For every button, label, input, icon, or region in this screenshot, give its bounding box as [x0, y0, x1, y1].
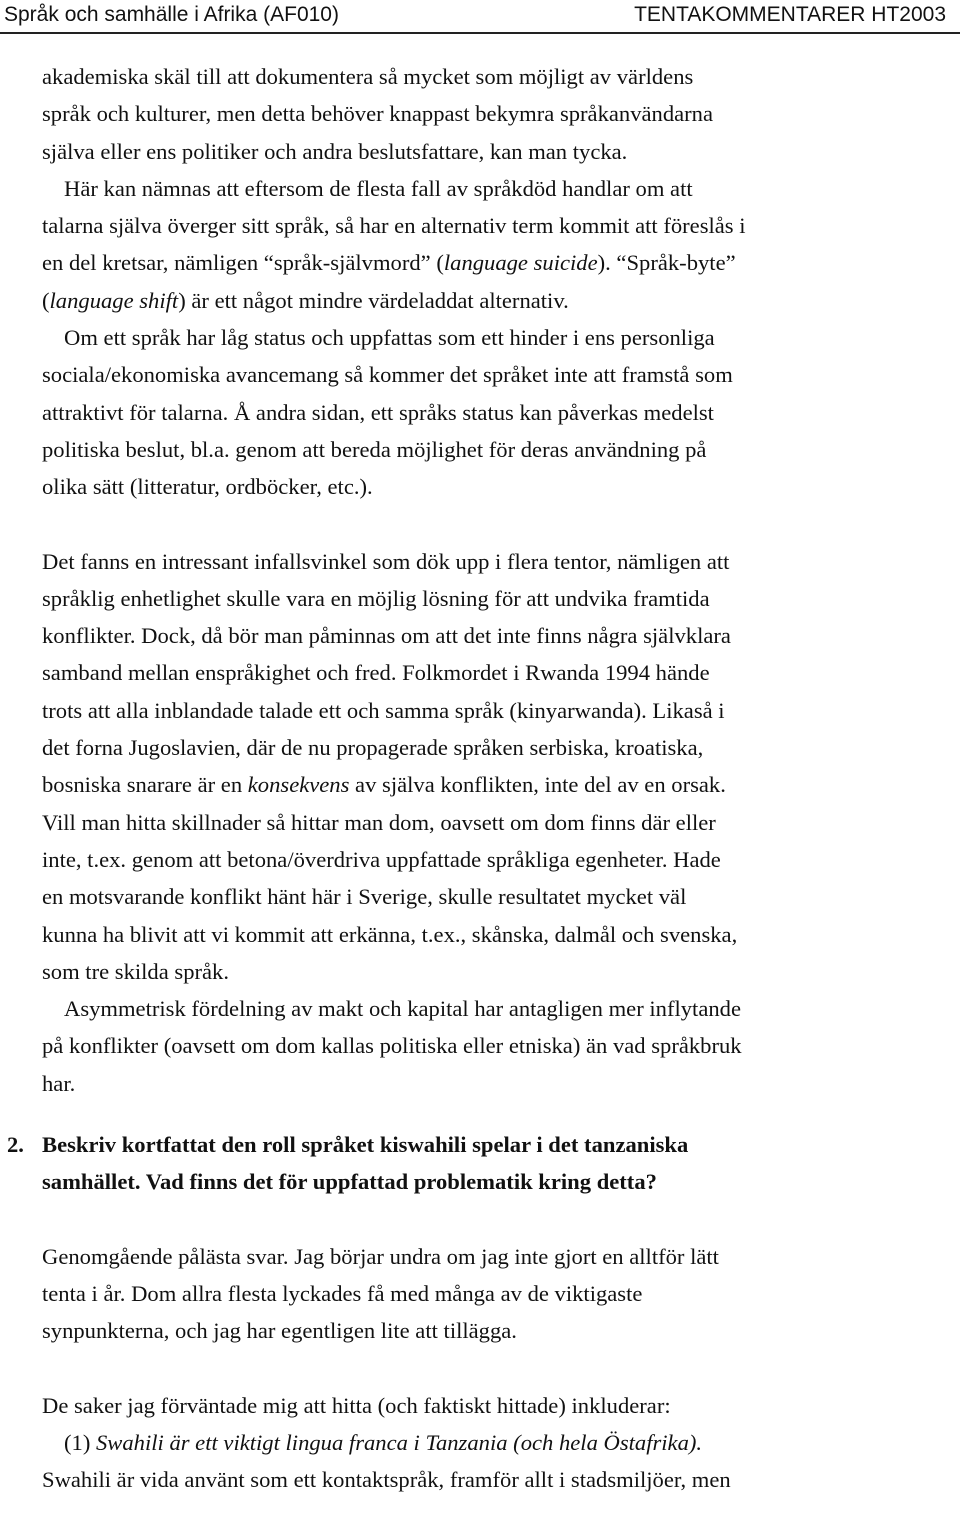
text-line: Asymmetrisk fördelning av makt och kapital har antagligen mer inflytande [64, 996, 741, 1022]
paragraph-gap [42, 506, 947, 543]
course-title: Språk och samhälle i Afrika (AF010) [4, 3, 339, 26]
paragraph-gap [42, 1102, 947, 1126]
text-line: det forna Jugoslavien, där de nu propagerade språken serbiska, kroatiska, [42, 735, 704, 761]
question-line: Beskriv kortfattat den roll språket kiswahili spelar i det tanzaniska [42, 1132, 689, 1158]
document-body [7, 58, 947, 1498]
text-line: har. [42, 1070, 76, 1096]
text-line: som tre skilda språk. [42, 958, 229, 984]
text-line: bosniska snarare är en konsekvens av själva konflikten, inte del av en orsak. [42, 772, 726, 798]
paragraph-general-comment [42, 1238, 947, 1350]
paragraph-language-suicide [42, 170, 947, 319]
paragraph-gap [42, 1201, 947, 1238]
text-line: De saker jag förväntade mig att hitta (och faktiskt hittade) inkluderar: [42, 1392, 671, 1418]
question-line: samhället. Vad finns det för uppfattad problematik kring detta? [42, 1169, 657, 1195]
text-line: tenta i år. Dom allra flesta lyckades få med många av de viktigaste [42, 1280, 643, 1306]
text-line: olika sätt (litteratur, ordböcker, etc.). [42, 474, 373, 500]
paragraph-continuation [42, 58, 947, 170]
text-line: (language shift) är ett något mindre värdeladdat alternativ. [42, 287, 569, 313]
text-line: på konflikter (oavsett om dom kallas politiska eller etniska) än vad språkbruk [42, 1033, 742, 1059]
text-line: sociala/ekonomiska avancemang så kommer det språket inte att framstå som [42, 362, 733, 388]
text-line: Om ett språk har låg status och uppfattas som ett hinder i ens personliga [64, 325, 715, 351]
text-line: konflikter. Dock, då bör man påminnas om att det inte finns några självklara [42, 623, 731, 649]
text-line: samband mellan enspråkighet och fred. Folkmordet i Rwanda 1994 hände [42, 660, 710, 686]
paragraph-asymmetric-power [42, 990, 947, 1102]
page-header [0, 0, 960, 30]
text-line: akademiska skäl till att dokumentera så mycket som möjligt av världens [42, 64, 694, 89]
text-line: attraktivt för talarna. Å andra sidan, ett språks status kan påverkas medelst [42, 399, 714, 425]
text-line: språklig enhetlighet skulle vara en möjlig lösning för att undvika framtida [42, 585, 710, 611]
text-line: Här kan nämnas att eftersom de flesta fall av språkdöd handlar om att [64, 175, 693, 201]
text-line: Vill man hitta skillnader så hittar man dom, oavsett om dom finns där eller [42, 809, 716, 835]
text-line: en motsvarande konflikt hänt här i Sverige, skulle resultatet mycket väl [42, 884, 687, 910]
text-line: synpunkterna, och jag har egentligen lite att tillägga. [42, 1318, 517, 1344]
header-divider [0, 32, 960, 34]
paragraph-language-status [42, 319, 947, 505]
text-line: själva eller ens politiker och andra beslutsfattare, kan man tycka. [42, 138, 628, 164]
question-number: 2. [7, 1132, 24, 1158]
text-line: Swahili är vida använt som ett kontaktspråk, framför allt i stadsmiljöer, men [42, 1467, 731, 1493]
text-line: kunna ha blivit att vi kommit att erkänna, t.ex., skånska, dalmål och svenska, [42, 921, 738, 947]
text-line: Det fanns en intressant infallsvinkel som dök upp i flera tentor, nämligen att [42, 548, 730, 574]
document-title: TENTAKOMMENTARER HT2003 [634, 3, 946, 26]
text-line: talarna själva överger sitt språk, så har en alternativ term kommit att föreslås i [42, 213, 746, 239]
text-line: trots att alla inblandade talade ett och samma språk (kinyarwanda). Likaså i [42, 697, 725, 723]
paragraph-linguistic-unity [42, 543, 947, 991]
exam-question-2 [7, 1126, 947, 1201]
list-item: (1) Swahili är ett viktigt lingua franca i Tanzania (och hela Östafrika). [64, 1429, 703, 1455]
text-line: språk och kulturer, men detta behöver knappast bekymra språkanvändarna [42, 101, 714, 127]
text-line: en del kretsar, nämligen “språk-självmord” (language suicide). “Språk-byte” [42, 250, 736, 276]
paragraph-gap [42, 1350, 947, 1387]
text-line: politiska beslut, bl.a. genom att bereda möjlighet för deras användning på [42, 436, 707, 462]
text-line: inte, t.ex. genom att betona/överdriva uppfattade språkliga egenheter. Hade [42, 846, 721, 872]
text-line: Genomgående pålästa svar. Jag börjar undra om jag inte gjort en alltför lätt [42, 1243, 719, 1269]
paragraph-expected-points [42, 1387, 947, 1499]
